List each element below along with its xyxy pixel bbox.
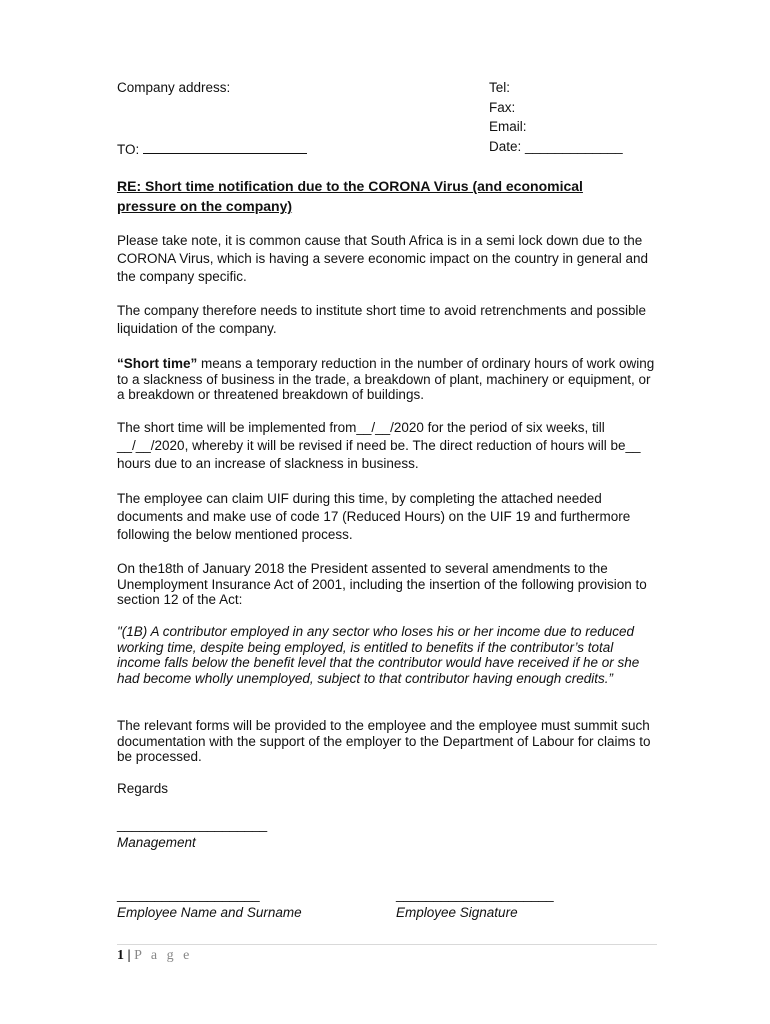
short-time-term: “Short time” [117,356,198,371]
paragraph-uif-claim: The employee can claim UIF during this time, by completing the attached needed documents and make use of code 17 (Reduced Hours) on the UIF 19 and furthermore following the below mentioned process. [117,491,631,542]
paragraph-lockdown: Please take note, it is common cause that South Africa is in a semi lock down due to the CORONA Virus, which is having a severe economic impact on the country in general and the company specific. [117,233,649,284]
email-label: Email: [489,119,527,134]
employee-name-line: ___________________ [117,887,260,902]
paragraph-short-time-need: The company therefore needs to institute short time to avoid retrenchments and possible liquidation of the company. [117,303,647,336]
quoted-provision: "(1B) A contributor employed in any sector who loses his or her income due to reduced working time, despite being employed, is entitled to benefits if the contributor’s total income falls below the benefit level that the contributor would have received if he or she had become wholly unemployed, subject to that contributor having enough credits.” [117,624,640,686]
paragraph-short-time-definition [117,356,657,403]
employee-signature-label: Employee Signature [396,905,518,920]
tel-label: Tel: [489,80,511,95]
fax-label: Fax: [489,100,516,115]
subject-line-1: RE: Short time notification due to the CORONA Virus (and economical [117,178,583,194]
page-number: 1 [117,948,124,963]
page-separator: | [127,948,131,963]
paragraph-forms: The relevant forms will be provided to the employee and the employee must summit such documentation with the support of the employer to the Department of Labour for claims to be processed. [117,718,651,764]
to-label: TO: [117,142,140,157]
date-label: Date: _____________ [489,139,623,154]
to-field [117,139,307,157]
footer-divider [117,944,657,945]
to-blank-line [143,139,307,154]
page-word: P a g e [134,948,193,963]
paragraph-amendment: On the18th of January 2018 the President assented to several amendments to the Unemployment Insurance Act of 2001, including the insertion of the following provision to section 12 of the Act: [117,561,647,607]
management-signature-line: ____________________ [117,817,268,832]
short-time-definition-text: means a temporary reduction in the number of ordinary hours of work owing to a slackness of business in the trade, a breakdown of plant, machinery or equipment, or a breakdown or threatened breakdown of buildings. [117,356,655,402]
employee-signature-line: _____________________ [396,887,554,902]
management-label: Management [117,835,196,850]
subject-line-2: pressure on the company) [117,198,293,214]
employee-name-label: Employee Name and Surname [117,905,302,920]
company-address-label: Company address: [117,80,231,95]
regards-text: Regards [117,781,169,796]
paragraph-implementation: The short time will be implemented from__/__/2020 for the period of six weeks, till __/__/2020, whereby it will be revised if need be. The direct reduction of hours will be__ hours due to an increase of slackness in business. [117,420,641,471]
page-footer [117,948,192,964]
